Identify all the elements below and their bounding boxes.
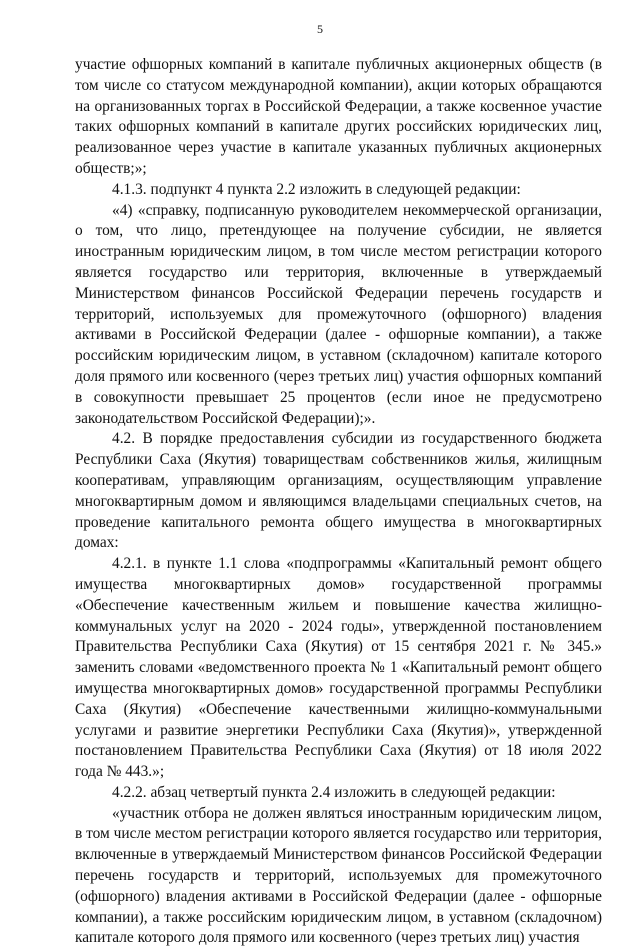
paragraph-participant-quote: «участник отбора не должен являться иностранным юридическим лицом, в том числе местом регистрации которого является государство или территория, включенные в утверждаемый Министерством финансов Российской Федерации перечень государств и территорий, используемых для промежуточного (офшорного) владения активами в Российской Федерации (далее - офшорные компании), а также российским юридическим лицом, в уставном (складочном) капитале которого доля прямого или косвенного (через третьих лиц) участия xyxy=(75,804,602,947)
paragraph-4-2-2: 4.2.2. абзац четвертый пункта 2.4 изложить в следующей редакции: xyxy=(112,783,556,801)
paragraph-certificate-quote: «4) «справку, подписанную руководителем некоммерческой организации, о том, что лицо, претендующее на получение субсидии, не является иностранным юридическим лицом, в том числе местом регистрации которого является государство или территория, включенные в утверждаемый Министерством финансов Российской Федерации перечень государств и территорий, используемых для промежуточного (офшорного) владения активами в Российской Федерации (далее - офшорные компании), а также российским юридическим лицом, в уставном (складочном) капитале которого доля прямого или косвенного (через третьих лиц) участия офшорных компаний в совокупности превышает 25 процентов (если иное не предусмотрено законодательством Российской Федерации);». xyxy=(75,201,602,427)
paragraph-4-1-3: 4.1.3. подпункт 4 пункта 2.2 изложить в следующей редакции: xyxy=(112,180,521,198)
paragraph-4-2-1: 4.2.1. в пункте 1.1 слова «подпрограммы «Капитальный ремонт общего имущества многоквартирных домов» государственной программы «Обеспечение качественным жильем и повышение качества жилищно-коммунальных услуг на 2020 - 2024 годы», утвержденной постановлением Правительства Республики Саха (Якутия) от 15 сентября 2021 г. № 345.» заменить словами «ведомственного проекта № 1 «Капитальный ремонт общего имущества многоквартирных домов» государственной программы Республики Саха (Якутия) «Обеспечение качественными жилищно-коммунальными услугами и развитие энергетики Республики Саха (Якутия)», утвержденной постановлением Правительства Республики Саха (Якутия) от 18 июля 2022 года № 443.»; xyxy=(75,555,602,781)
page-number: 5 xyxy=(317,22,323,36)
paragraph-4-2: 4.2. В порядке предоставления субсидии из государственного бюджета Республики Саха (Якутия) товариществам собственников жилья, жилищным кооперативам, управляющим организациям, осуществляющим управление многоквартирным домом и являющимся владельцами специальных счетов, на проведение капитального ремонта общего имущества в многоквартирных домах: xyxy=(75,430,602,552)
paragraph-offshore-continuation: участие офшорных компаний в капитале публичных акционерных обществ (в том числе со статусом международной компании), акции которых обращаются на организованных торгах в Российской Федерации, а также косвенное участие таких офшорных компаний в капитале других российских юридических лиц, реализованное через участие в капитале указанных публичных акционерных обществ;»; xyxy=(75,56,602,177)
document-body xyxy=(75,55,602,949)
